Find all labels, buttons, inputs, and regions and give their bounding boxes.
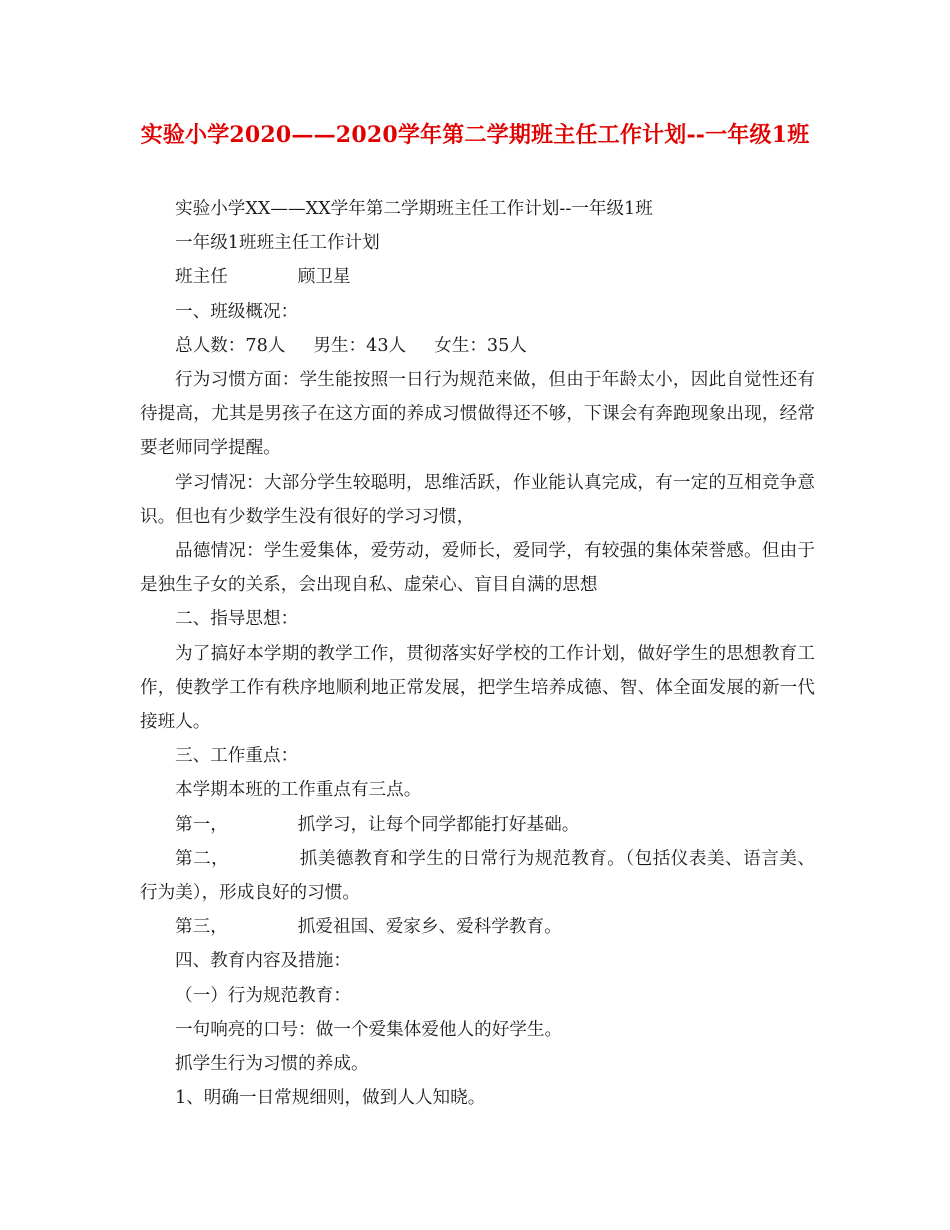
- paragraph-item-1: 1、明确一日常规细则，做到人人知晓。: [175, 1088, 486, 1109]
- paragraph-teacher: [140, 260, 815, 294]
- paragraph-guiding-idea: 为了搞好本学期的教学工作，贯彻落实好学校的工作计划，做好学生的思想教育工作，使教学工作有秩序地顺利地正常发展，把学生培养成德、智、体全面发展的新一代接班人。: [140, 643, 815, 733]
- paragraph-focus-third: [140, 910, 815, 944]
- section-heading-1: 一、班级概况：: [175, 301, 299, 322]
- section-heading-4: 四、教育内容及措施：: [175, 951, 351, 972]
- section-heading-3: 三、工作重点：: [175, 746, 299, 767]
- paragraph-moral: 品德情况：学生爱集体，爱劳动，爱师长，爱同学，有较强的集体荣誉感。但由于是独生子女的关系，会出现自私、虚荣心、盲目自满的思想: [140, 541, 815, 596]
- focus-first-label: 第一，: [175, 814, 228, 835]
- focus-second-text: 抓美德教育和学生的日常行为规范教育。（包括仪表美、语言美、行为美），形成良好的习惯。: [140, 848, 815, 904]
- paragraph-plan-title: 一年级1班班主任工作计划: [175, 233, 380, 254]
- paragraph-class-stats: [140, 329, 815, 363]
- paragraph-focus-intro: 本学期本班的工作重点有三点。: [175, 780, 422, 801]
- paragraph-heading-line: 实验小学XX——XX学年第二学期班主任工作计划--一年级1班: [175, 199, 653, 219]
- subsection-heading-1: （一）行为规范教育：: [175, 985, 351, 1006]
- section-heading-2: 二、指导思想：: [175, 609, 299, 630]
- document-body: [140, 192, 815, 1115]
- paragraph-study: 学习情况：大部分学生较聪明，思维活跃，作业能认真完成，有一定的互相竞争意识。但也有少数学生没有很好的学习习惯，: [140, 472, 815, 527]
- stat-girls: 女生：35人: [434, 335, 527, 356]
- focus-third-label: 第三，: [175, 917, 228, 938]
- teacher-label: 班主任: [175, 267, 228, 288]
- teacher-name: 顾卫星: [297, 267, 351, 288]
- paragraph-habits: 行为习惯方面：学生能按照一日行为规范来做，但由于年龄太小，因此自觉性还有待提高，尤其是男孩子在这方面的养成习惯做得还不够，下课会有奔跑现象出现，经常要老师同学提醒。: [140, 370, 815, 459]
- document-title: 实验小学2020——2020学年第二学期班主任工作计划--一年级1班: [140, 122, 810, 148]
- focus-second-label: 第二，: [175, 848, 230, 869]
- paragraph-focus-first: [140, 808, 815, 842]
- paragraph-focus-second: [140, 842, 815, 910]
- paragraph-slogan: 一句响亮的口号：做一个爱集体爱他人的好学生。: [175, 1019, 563, 1040]
- stat-total: 总人数：78人: [175, 335, 286, 356]
- focus-third-text: 抓爱祖国、爱家乡、爱科学教育。: [297, 917, 562, 938]
- paragraph-habit-formation: 抓学生行为习惯的养成。: [175, 1054, 369, 1075]
- stat-boys: 男生：43人: [313, 335, 407, 356]
- focus-first-text: 抓学习，让每个同学都能打好基础。: [297, 814, 580, 835]
